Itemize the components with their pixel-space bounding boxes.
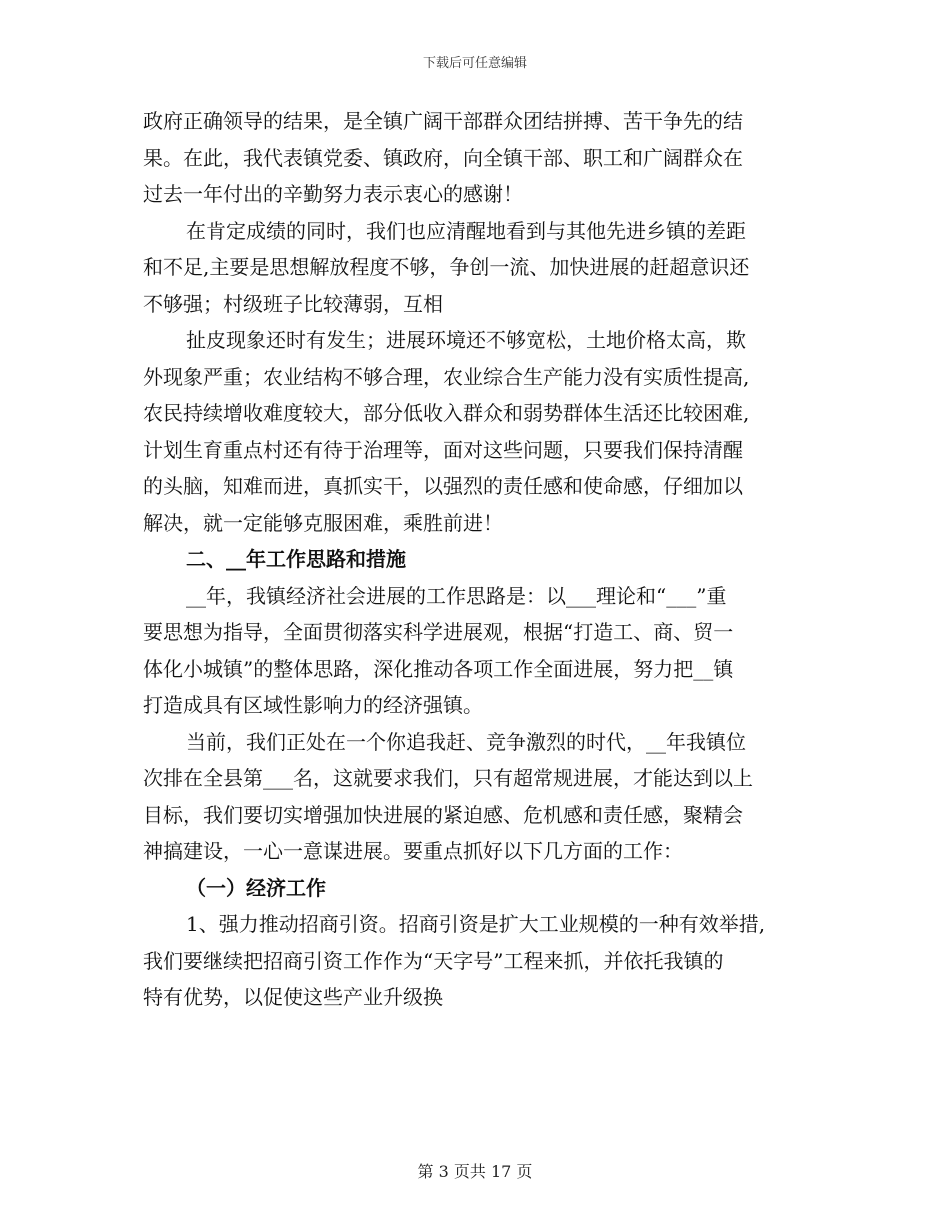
body-line: 果。在此，我代表镇党委、镇政府，向全镇干部、职工和广阔群众在 bbox=[143, 145, 743, 170]
body-line: 的头脑，知难而进，真抓实干，以强烈的责任感和使命感，仔细加以 bbox=[143, 474, 743, 498]
body-line: 扯皮现象还时有发生；进展环境还不够宽松，土地价格太高，欺 bbox=[186, 328, 746, 352]
body-line: 外现象严重；农业结构不够合理，农业综合生产能力没有实质性提高, bbox=[143, 364, 750, 389]
body-line: 解决，就一定能够克服困难，乘胜前进！ bbox=[143, 510, 503, 535]
page-number: 第 3 页共 17 页 bbox=[417, 1162, 533, 1181]
body-line: 打造成具有区域性影响力的经济强镇。 bbox=[143, 693, 483, 717]
document-body bbox=[143, 103, 823, 1016]
body-line: 不够强；村级班子比较薄弱，互相 bbox=[143, 291, 443, 316]
body-line: 神搞建设，一心一意谋进展。要重点抓好以下几方面的工作： bbox=[143, 839, 683, 863]
body-line: 次排在全县第___名，这就要求我们，只有超常规进展，才能达到以上 bbox=[143, 766, 753, 790]
body-line: 和不足,主要是思想解放程度不够，争创一流、加快进展的赶超意识还 bbox=[143, 255, 750, 279]
body-line: 农民持续增收难度较大，部分低收入群众和弱势群体生活还比较困难, bbox=[143, 401, 750, 425]
body-line: 要思想为指导，全面贯彻落实科学进展观，根据“打造工、商、贸一 bbox=[143, 620, 734, 644]
page-header: 下载后可任意编辑 bbox=[422, 56, 527, 71]
body-line: __年，我镇经济社会进展的工作思路是：以___理论和“___”重 bbox=[186, 583, 727, 608]
body-line: 当前，我们正处在一个你追我赶、竞争激烈的时代，__年我镇位 bbox=[186, 729, 746, 754]
body-line: 我们要继续把招商引资工作作为“天字号”工程来抓，并依托我镇的 bbox=[143, 948, 724, 973]
section-heading: 二、__年工作思路和措施 bbox=[186, 547, 406, 571]
body-line: 1、强力推动招商引资。招商引资是扩大工业规模的一种有效举措, bbox=[186, 912, 766, 936]
body-line: 体化小城镇”的整体思路，深化推动各项工作全面进展，努力把__镇 bbox=[143, 656, 734, 681]
body-line: 政府正确领导的结果，是全镇广阔干部群众团结拼搏、苦干争先的结 bbox=[143, 109, 743, 133]
body-line: 过去一年付出的辛勤努力表示衷心的感谢！ bbox=[143, 182, 523, 206]
body-line: 计划生育重点村还有待于治理等，面对这些问题，只要我们保持清醒 bbox=[143, 437, 743, 462]
body-line: 特有优势，以促使这些产业升级换 bbox=[143, 985, 443, 1009]
subsection-heading: （一）经济工作 bbox=[186, 875, 326, 900]
body-line: 在肯定成绩的同时，我们也应清醒地看到与其他先进乡镇的差距 bbox=[186, 218, 746, 243]
body-line: 目标，我们要切实增强加快进展的紧迫感、危机感和责任感，聚精会 bbox=[143, 802, 743, 827]
